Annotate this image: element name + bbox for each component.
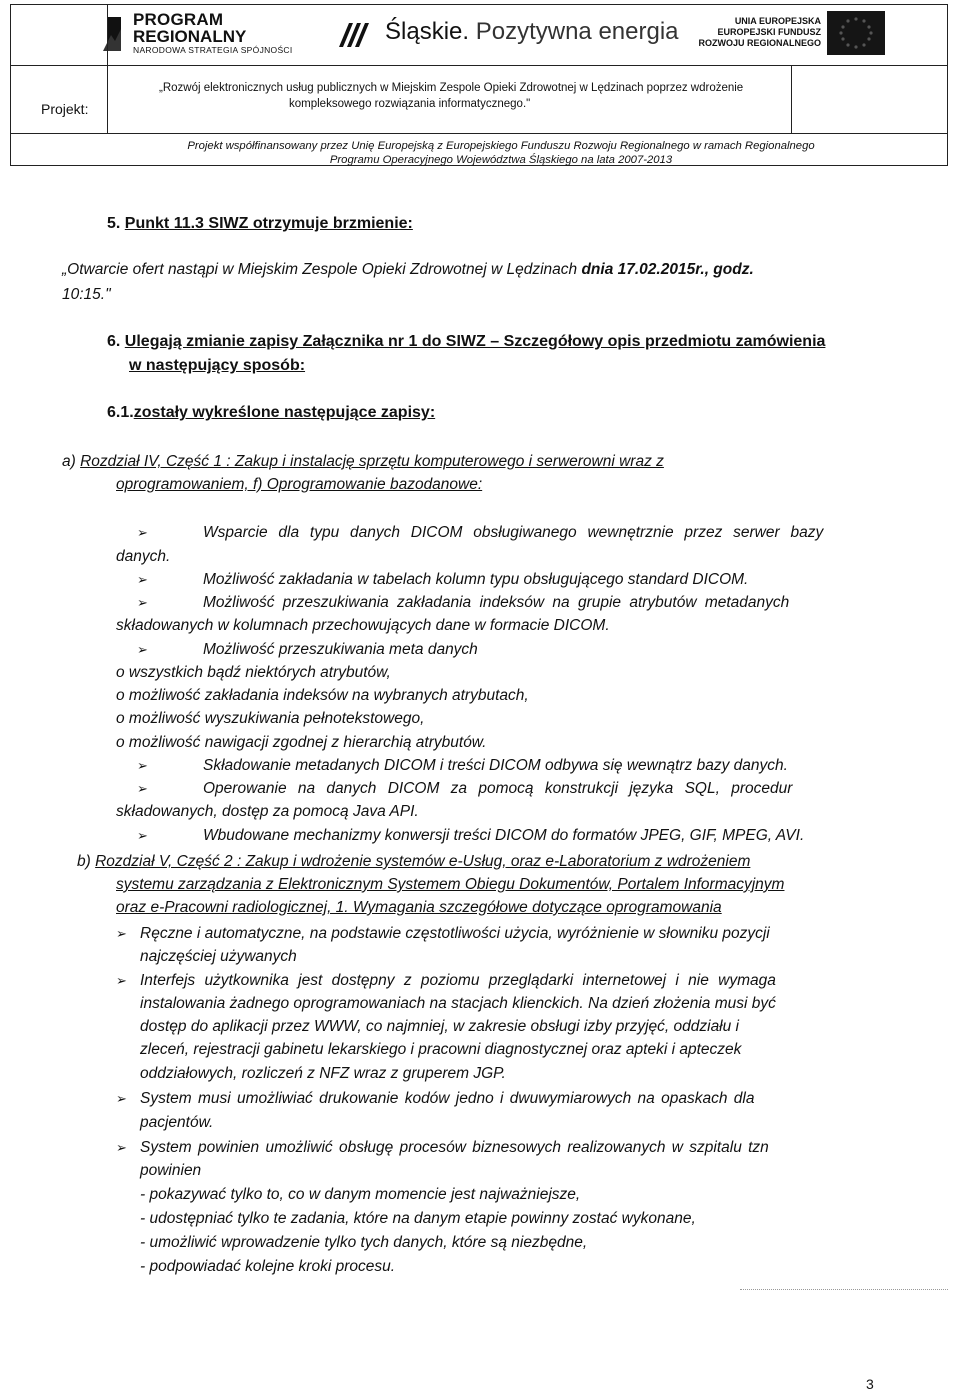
item-b-bullet-3: [116, 1087, 755, 1110]
document-header: [10, 4, 948, 166]
item-a-bullet-4-text: Możliwość przeszukiwania meta danych: [203, 641, 478, 658]
item-a-bullet-4: [137, 638, 478, 661]
item-a-bullet-6-cont: [116, 800, 419, 823]
item-a-sub-bullet-3-text: o możliwość wyszukiwania pełnotekstowego,: [116, 710, 425, 727]
item-a-bullet-5: [137, 754, 788, 777]
bullet-arrow-icon: ➢: [116, 926, 127, 941]
bullet-arrow-icon: ➢: [116, 1091, 127, 1106]
eu-logo-line1: UNIA EUROPEJSKA: [734, 16, 821, 26]
page-number: 3: [866, 1376, 874, 1392]
silesia-logo-text: [385, 17, 679, 47]
bullet-arrow-icon: ➢: [137, 781, 148, 796]
item-b-ref-text1: Rozdział V, Część 2 : Zakup i wdrożenie systemów e-Usług, oraz e-Laboratorium z wdrożeniem: [95, 853, 751, 870]
section-6-heading: [107, 333, 825, 351]
section-5-number: 5.: [107, 215, 121, 232]
item-b-dash-1: [140, 1183, 580, 1206]
item-a-ref-text2: oprogramowaniem, f) Oprogramowanie bazodanowe:: [116, 476, 483, 493]
item-b-ref-text2: systemu zarządzania z Elektronicznym Systemem Obiegu Dokumentów, Portalem Informacyjnym: [116, 876, 785, 893]
section-6-title-line2: w następujący sposób:: [129, 357, 306, 374]
item-a-bullet-6-text: Operowanie na danych DICOM za pomocą konstrukcji języka SQL, procedur: [203, 780, 793, 797]
item-a-sub-bullet-4-text: o możliwość nawigacji zgodnej z hierarchią atrybutów.: [116, 734, 487, 751]
item-b-bullet-2-text: Interfejs użytkownika jest dostępny z poziomu przeglądarki internetowej i nie wymaga: [140, 972, 776, 989]
logo-row: [11, 5, 947, 65]
item-a-bullet-7-text: Wbudowane mechanizmy konwersji treści DICOM do formatów JPEG, GIF, MPEG, AVI.: [203, 827, 805, 844]
item-a-bullet-3-cont: [116, 614, 610, 637]
item-b-dash-2: [140, 1207, 696, 1230]
project-title-line2: kompleksowego rozwiązania informatycznego.": [289, 98, 531, 110]
item-b-dash-2-text: - udostępniać tylko te zadania, które na danym etapie powinny zostać wykonane,: [140, 1210, 696, 1227]
header-right-divider: [791, 65, 792, 133]
section-5-quote-date: dnia 17.02.2015r., godz.: [581, 261, 754, 278]
program-logo-line2: REGIONALNY: [133, 27, 247, 46]
item-b-dash-1-text: - pokazywać tylko to, co w danym momencie jest najważniejsze,: [140, 1186, 581, 1203]
item-a-bullet-1: [137, 521, 824, 544]
bullet-arrow-icon: ➢: [137, 828, 148, 843]
cofinancing-line1: Projekt współfinansowany przez Unię Europejską z Europejskiego Funduszu Rozwoju Regionalnego w ramach Regionalnego: [187, 140, 815, 152]
item-b-bullet-2-cont-1-text: instalowania żadnego oprogramowaniach na stacjach klienckich. Na dzień złożenia musi być: [140, 995, 776, 1012]
item-a-bullet-6-cont-text: składowanych, dostęp za pomocą Java API.: [116, 803, 419, 820]
item-b-marker: b): [77, 853, 91, 870]
silesia-stripes-icon: [333, 21, 379, 49]
item-b-ref-text3: oraz e-Pracowni radiologicznej, 1. Wymagania szczegółowe dotyczące oprogramowania: [116, 899, 722, 916]
item-b-dash-4: [140, 1255, 395, 1278]
item-b-bullet-2-cont-4-text: oddziałowych, rozliczeń z NFZ wraz z gruperem JGP.: [140, 1065, 506, 1082]
item-b-bullet-1-cont: [140, 945, 297, 968]
header-column-divider: [107, 5, 108, 133]
cofinancing-note: [111, 139, 891, 167]
item-b-bullet-3-cont: [140, 1111, 213, 1134]
item-a-sub-bullet-2-text: o możliwość zakładania indeksów na wybranych atrybutach,: [116, 687, 529, 704]
bullet-arrow-icon: ➢: [137, 758, 148, 773]
item-a-bullet-6: [137, 777, 793, 800]
item-b-bullet-1: [116, 922, 770, 945]
program-flag-icon: [101, 15, 123, 55]
section-6-1-number: 6.1.: [107, 404, 134, 421]
section-6-title-line1: Ulegają zmianie zapisy Załącznika nr 1 do SIWZ – Szczegółowy opis przedmiotu zamówienia: [124, 333, 826, 350]
bullet-arrow-icon: ➢: [116, 973, 127, 988]
project-label: Projekt:: [41, 101, 89, 117]
item-b-ref-line2: [116, 873, 784, 896]
item-a-ref-line1: [62, 450, 664, 473]
section-5-quote-line2: [62, 283, 111, 306]
program-logo-line1: PROGRAM: [133, 10, 224, 29]
item-a-sub-bullet-1-text: o wszystkich bądź niektórych atrybutów,: [116, 664, 391, 681]
section-5-quote-line1: [62, 258, 754, 281]
item-a-bullet-1-text: Wsparcie dla typu danych DICOM obsługiwanego wewnętrznie przez serwer bazy: [203, 524, 824, 541]
item-a-sub-bullet-3: [116, 707, 424, 730]
item-a-bullet-3-text: Możliwość przeszukiwania zakładania indeksów na grupie atrybutów metadanych: [203, 594, 790, 611]
eu-logo-text: [683, 16, 821, 49]
section-6-1-title: zostały wykreślone następujące zapisy:: [133, 404, 436, 421]
eu-logo-line2: EUROPEJSKI FUNDUSZ: [717, 27, 821, 37]
item-a-bullet-5-text: Składowanie metadanych DICOM i treści DICOM odbywa się wewnątrz bazy danych.: [203, 757, 788, 774]
item-a-ref-line2: [116, 473, 482, 496]
item-b-dash-3: [140, 1231, 587, 1254]
item-b-bullet-3-text: System musi umożliwiać drukowanie kodów jedno i dwuwymiarowych na opaskach dla: [140, 1090, 755, 1107]
silesia-brand: Śląskie.: [385, 18, 470, 45]
item-a-bullet-1-cont-text: danych.: [116, 548, 171, 565]
item-a-bullet-3-cont-text: składowanych w kolumnach przechowujących dane w formacie DICOM.: [116, 617, 610, 634]
footer-dotted-rule: [740, 1289, 948, 1290]
item-a-bullet-2: [137, 568, 749, 591]
bullet-arrow-icon: ➢: [137, 642, 148, 657]
item-b-ref-line1: [77, 850, 750, 873]
section-6-1-heading: [107, 404, 435, 422]
item-b-bullet-2-cont-1: [140, 992, 776, 1015]
item-a-marker: a): [62, 453, 76, 470]
item-b-bullet-2-cont-4: [140, 1062, 506, 1085]
project-row: [11, 65, 947, 134]
project-title-line1: „Rozwój elektronicznych usług publicznych w Miejskim Zespole Opieki Zdrowotnej w Lędzinach poprzez wdrożenie: [159, 82, 744, 94]
section-5-quote-time: 10:15.": [62, 286, 111, 303]
section-5-title: Punkt 11.3 SIWZ otrzymuje brzmienie:: [124, 215, 413, 232]
item-b-bullet-2-cont-3-text: zleceń, rejestracji gabinetu lekarskiego i pracowni diagnostycznej oraz apteki i apteczek: [140, 1041, 742, 1058]
item-b-bullet-4-text: System powinien umożliwić obsługę procesów biznesowych realizowanych w szpitalu tzn: [140, 1139, 769, 1156]
bullet-arrow-icon: ➢: [137, 572, 148, 587]
item-a-bullet-7: [137, 824, 805, 847]
cofinancing-line2: Programu Operacyjnego Województwa Śląskiego na lata 2007-2013: [329, 154, 673, 166]
item-b-ref-line3: [116, 896, 722, 919]
bullet-arrow-icon: ➢: [137, 525, 148, 540]
project-title: [159, 80, 789, 112]
item-a-sub-bullet-2: [116, 684, 529, 707]
program-regionalny-logo: [133, 11, 323, 63]
item-b-bullet-2-cont-2: [140, 1015, 739, 1038]
item-b-dash-3-text: - umożliwić wprowadzenie tylko tych danych, które są niezbędne,: [140, 1234, 588, 1251]
section-6-number: 6.: [107, 333, 121, 350]
item-a-ref-text1: Rozdział IV, Część 1 : Zakup i instalację sprzętu komputerowego i serwerowni wraz z: [80, 453, 664, 470]
bullet-arrow-icon: ➢: [137, 595, 148, 610]
section-6-heading-cont: [129, 357, 305, 375]
program-logo-line3: NARODOWA STRATEGIA SPÓJNOŚCI: [133, 45, 293, 55]
item-b-bullet-4: [116, 1136, 769, 1159]
item-a-sub-bullet-4: [116, 731, 486, 754]
eu-logo-line3: ROZWOJU REGIONALNEGO: [698, 38, 821, 48]
item-b-bullet-4-cont: [140, 1159, 201, 1182]
item-b-bullet-1-cont-text: najczęściej używanych: [140, 948, 297, 965]
item-b-bullet-1-text: Ręczne i automatyczne, na podstawie częstotliwości użycia, wyróżnienie w słowniku pozycji: [140, 925, 770, 942]
silesia-tagline: Pozytywna energia: [475, 18, 679, 45]
cofinancing-row: [11, 133, 947, 167]
item-b-bullet-2-cont-2-text: dostęp do aplikacji przez WWW, co najmniej, w zakresie obsługi izby przyjęć, oddziału i: [140, 1018, 739, 1035]
item-a-bullet-3: [137, 591, 790, 614]
item-b-bullet-3-cont-text: pacjentów.: [140, 1114, 214, 1131]
item-a-bullet-1-cont: [116, 545, 170, 568]
section-5-heading: [107, 215, 413, 233]
item-b-dash-4-text: - podpowiadać kolejne kroki procesu.: [140, 1258, 396, 1275]
section-5-quote-text: „Otwarcie ofert nastąpi w Miejskim Zespole Opieki Zdrowotnej w Lędzinach: [62, 261, 578, 278]
item-b-bullet-4-cont-text: powinien: [140, 1162, 202, 1179]
item-a-bullet-2-text: Możliwość zakładania w tabelach kolumn typu obsługującego standard DICOM.: [203, 571, 749, 588]
eu-flag-icon: [827, 11, 885, 55]
item-b-bullet-2: [116, 969, 776, 992]
item-b-bullet-2-cont-3: [140, 1038, 741, 1061]
item-a-sub-bullet-1: [116, 661, 391, 684]
bullet-arrow-icon: ➢: [116, 1140, 127, 1155]
